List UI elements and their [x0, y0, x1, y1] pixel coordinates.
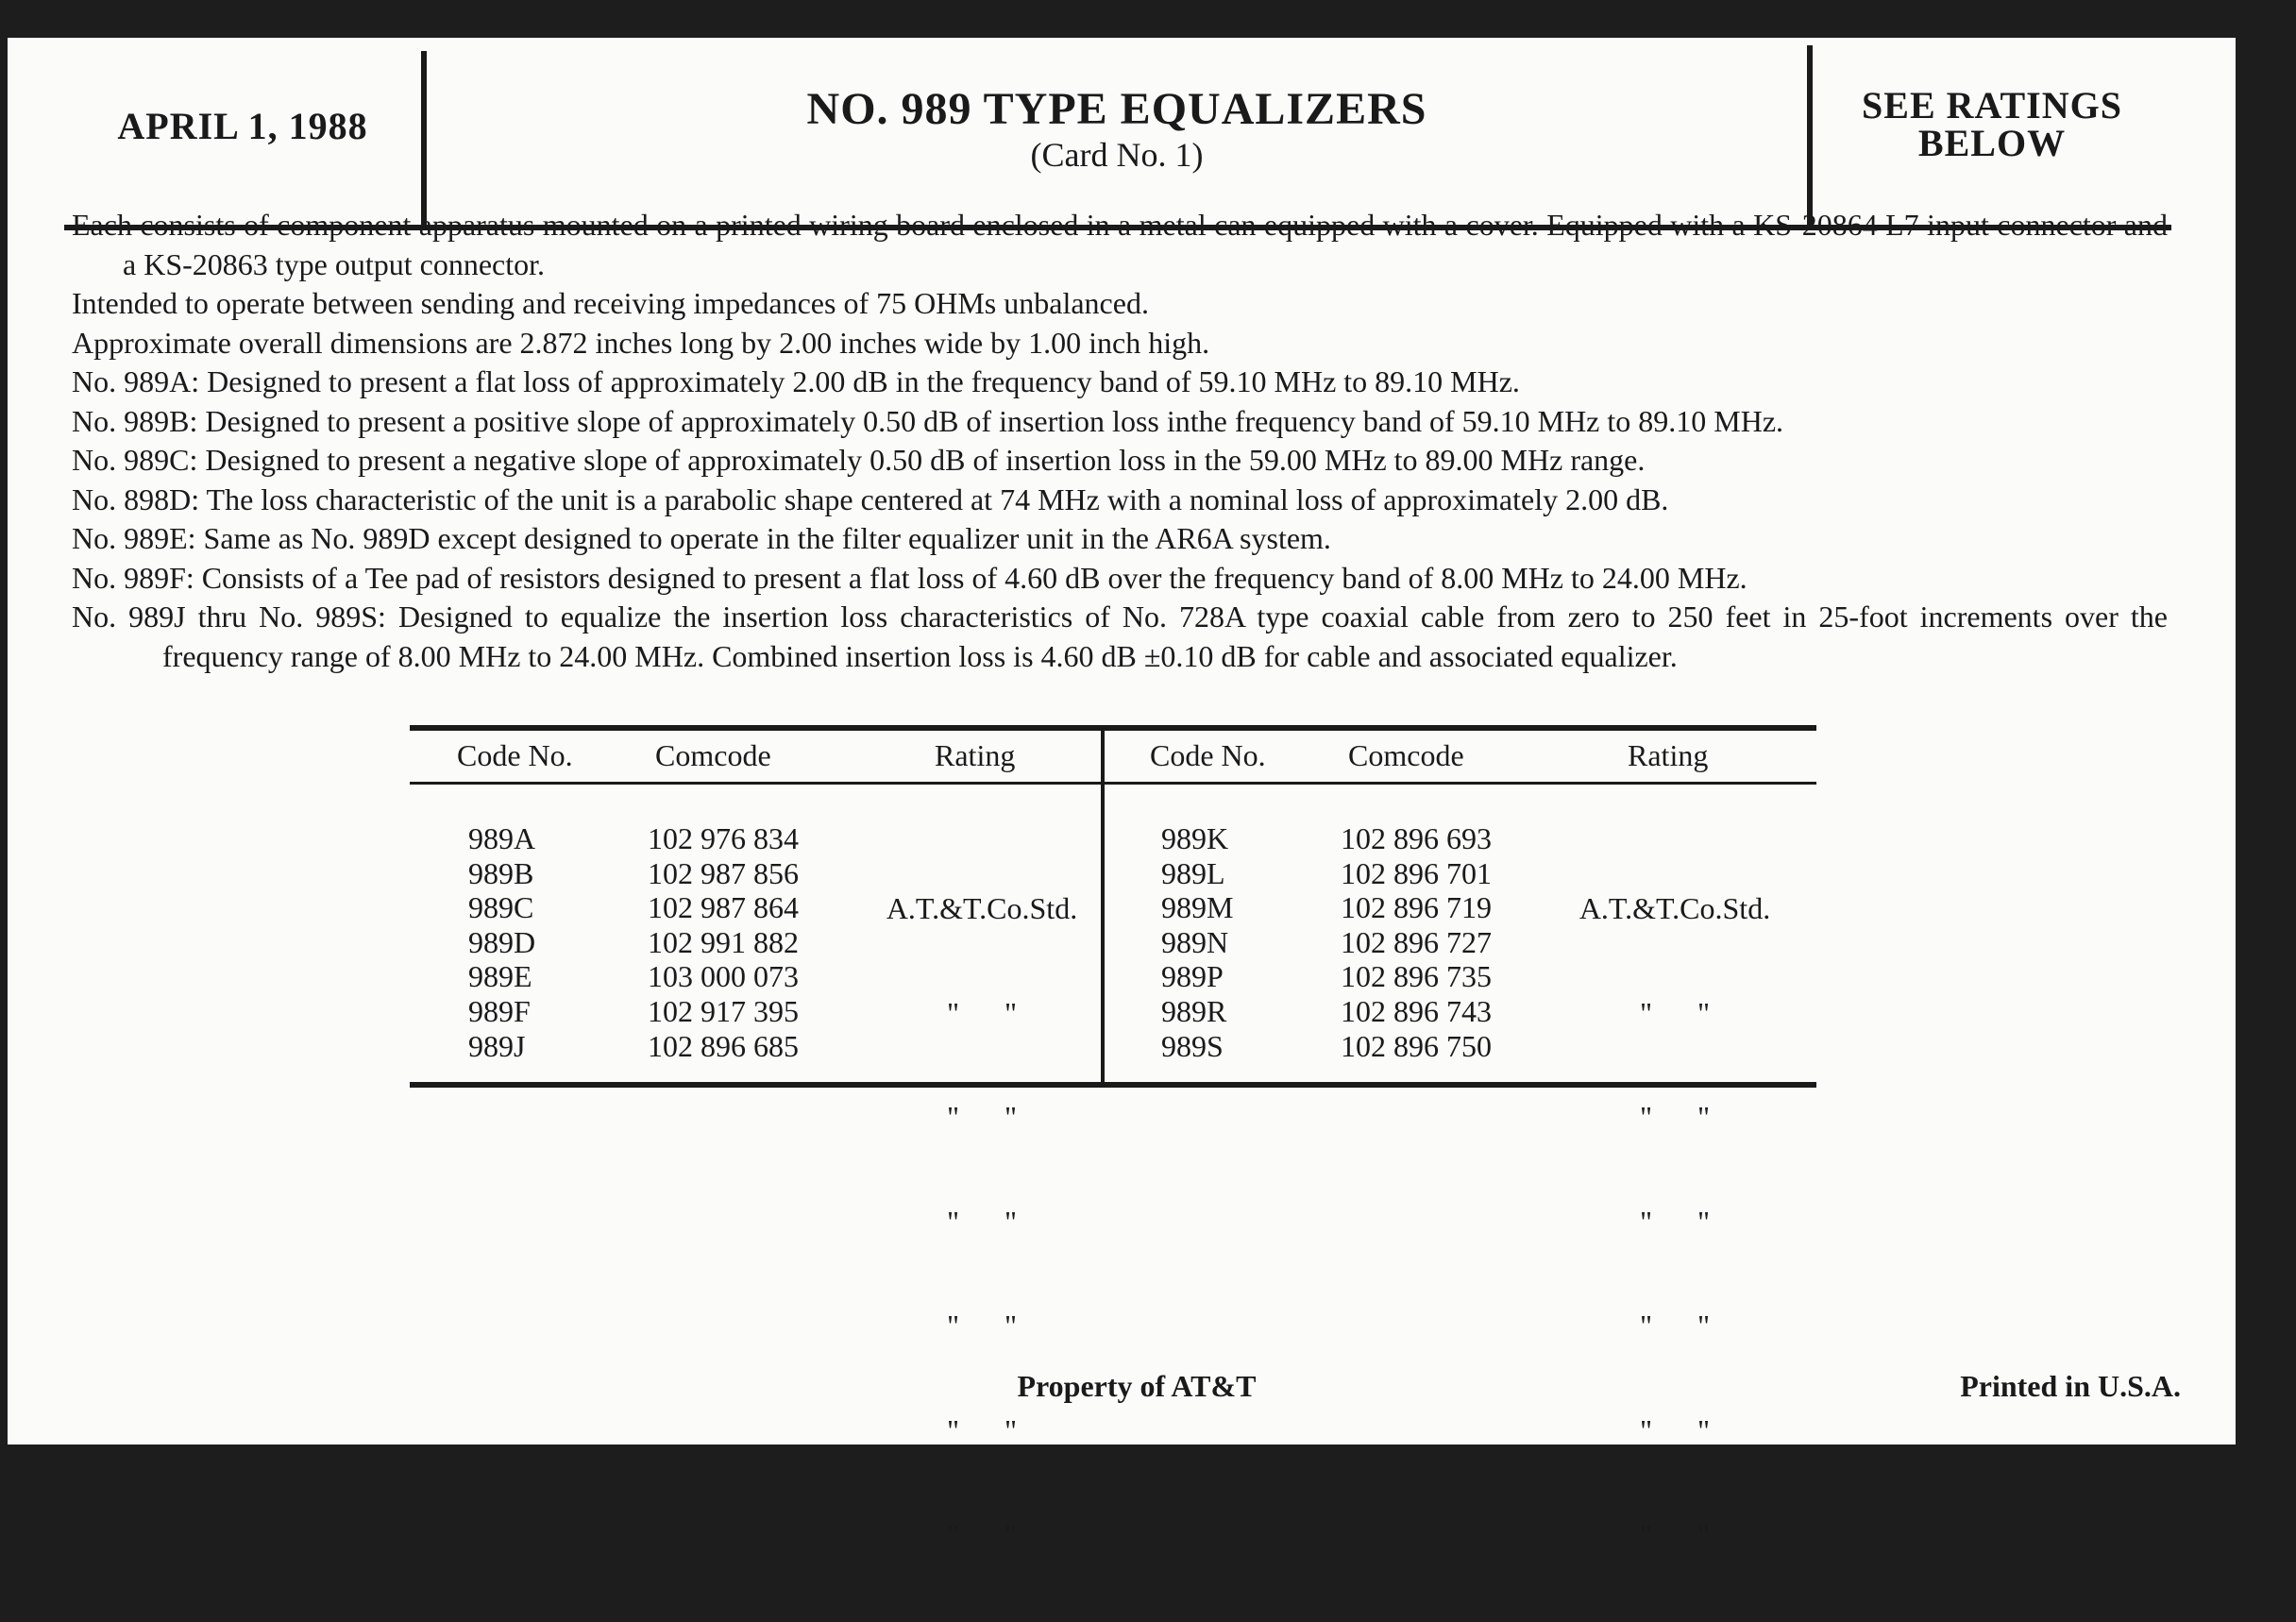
table-cell-rating: " " [1639, 1517, 1711, 1552]
table-cell-comcode: 103 000 073 [648, 959, 799, 994]
description-paragraph: No. 989E: Same as No. 989D except designed to operate in the filter equalizer unit in the AR6A system. [72, 521, 1331, 555]
table-cell-rating: " " [946, 1517, 1018, 1552]
table-cell-comcode: 102 896 735 [1341, 959, 1492, 994]
table-cell-code: 989C [468, 890, 534, 925]
table-cell-code: 989A [468, 821, 536, 855]
table-cell-code: 989L [1161, 855, 1225, 890]
table-cell-rating: " " [1639, 1204, 1711, 1239]
table-cell-rating: A.T.&T.Co.Std. [1578, 891, 1771, 925]
table-cell-comcode: 102 896 719 [1341, 890, 1492, 925]
table-cell-rating: " " [946, 1412, 1018, 1447]
table-cell-comcode: 102 896 701 [1341, 855, 1492, 890]
right-comcode-column [1341, 821, 1548, 1063]
left-code-column [468, 821, 619, 1063]
table-cell-code: 989S [1161, 1028, 1224, 1063]
table-cell-comcode: 102 896 750 [1341, 1028, 1492, 1063]
description-paragraph: No. 898D: The loss characteristic of the unit is a parabolic shape centered at 74 MHz with a nominal loss of approximately 2.00 dB. [72, 482, 1669, 516]
description-paragraph: No. 989A: Designed to present a flat loss of approximately 2.00 dB in the frequency band of 59.10 MHz to 89.10 MHz. [72, 364, 1520, 398]
table-cell-comcode: 102 896 743 [1341, 993, 1492, 1028]
card-title: NO. 989 TYPE EQUALIZERS [806, 84, 1427, 134]
table-cell-code: 989R [1161, 993, 1227, 1028]
left-comcode-column [648, 821, 855, 1063]
header-code-right: Code No. [1150, 738, 1266, 772]
header-comcode-right: Comcode [1348, 738, 1464, 772]
table-cell-code: 989K [1161, 821, 1229, 855]
printed-notice: Printed in U.S.A. [1960, 1369, 2181, 1403]
table-cell-rating: " " [1639, 1309, 1711, 1343]
table-cell-rating: " " [946, 1100, 1018, 1135]
table-cell-code: 989J [468, 1028, 526, 1063]
card-subtitle: (Card No. 1) [1030, 136, 1204, 174]
table-cell-rating: " " [1639, 1412, 1711, 1447]
table-cell-rating: " " [946, 1204, 1018, 1239]
right-code-column [1161, 821, 1312, 1063]
table-cell-comcode: 102 896 727 [1341, 924, 1492, 959]
table-cell-code: 989D [468, 924, 536, 959]
description-paragraph: No. 989F: Consists of a Tee pad of resistors designed to present a flat loss of 4.60 dB over the frequency band of 8.00 MHz to 24.00 MHz. [72, 560, 1747, 595]
property-notice: Property of AT&T [1017, 1369, 1257, 1403]
catalog-card [8, 38, 2236, 1552]
header-rating-right: Rating [1628, 738, 1709, 772]
table-cell-code: 989P [1161, 959, 1224, 994]
table-column-separator [1101, 727, 1105, 1086]
table-cell-code: 989B [468, 855, 534, 890]
description-paragraph: Approximate overall dimensions are 2.872 inches long by 2.00 inches wide by 1.00 inch high. [72, 325, 1210, 360]
table-rule-header [410, 782, 1816, 785]
description-paragraph: Each consists of component apparatus mounted on a printed wiring board enclosed in a metal can equipped with a cover. Equipped with a KS-20864 L7 input connector and a KS-20863 type output connector. [72, 208, 2168, 281]
table-cell-comcode: 102 987 864 [648, 890, 799, 925]
card-heading [427, 83, 1807, 174]
table-cell-rating: " " [1639, 1100, 1711, 1135]
table-cell-comcode: 102 917 395 [648, 993, 799, 1028]
card-date: APRIL 1, 1988 [117, 105, 368, 147]
table-cell-comcode: 102 987 856 [648, 855, 799, 890]
ratings-note-line1: SEE RATINGS [1862, 84, 2122, 127]
header-rating-left: Rating [935, 738, 1016, 772]
description-body [72, 206, 2168, 676]
table-cell-code: 989N [1161, 924, 1229, 959]
table-cell-code: 989F [468, 993, 531, 1028]
table-cell-code: 989E [468, 959, 532, 994]
table-cell-comcode: 102 896 685 [648, 1028, 799, 1063]
description-paragraph: No. 989C: Designed to present a negative slope of approximately 0.50 dB of insertion loss in the 59.00 MHz to 89.00 MHz range. [72, 443, 1646, 477]
table-rule-top [410, 725, 1816, 731]
table-cell-comcode: 102 896 693 [1341, 821, 1492, 855]
left-rating-column [869, 821, 1095, 1622]
table-cell-rating: A.T.&T.Co.Std. [886, 891, 1078, 925]
description-paragraph: Intended to operate between sending and receiving impedances of 75 OHMs unbalanced. [72, 286, 1149, 320]
ratings-note-line2: BELOW [1917, 122, 2067, 164]
header-comcode-left: Comcode [655, 738, 771, 772]
header-code-left: Code No. [457, 738, 573, 772]
description-paragraph: No. 989B: Designed to present a positive slope of approximately 0.50 dB of insertion loss inthe frequency band of 59.10 MHz to 89.10 MHz. [72, 403, 1784, 438]
table-cell-rating: " " [1639, 995, 1711, 1030]
table-cell-comcode: 102 991 882 [648, 924, 799, 959]
table-cell-code: 989M [1161, 890, 1234, 925]
ratings-note [1813, 84, 2171, 164]
description-paragraph: No. 989J thru No. 989S: Designed to equalize the insertion loss characteristics of No. 728A type coaxial cable from zero to 250 feet in 25-foot increments over the frequency range of 8.00 MHz to 24.00 MHz. Combined insertion loss is 4.60 dB ±0.10 dB for cable and associated equalizer. [72, 600, 2168, 673]
table-cell-rating: " " [946, 995, 1018, 1030]
right-rating-column [1562, 821, 1788, 1622]
table-cell-rating: " " [946, 1309, 1018, 1343]
table-cell-comcode: 102 976 834 [648, 821, 799, 855]
